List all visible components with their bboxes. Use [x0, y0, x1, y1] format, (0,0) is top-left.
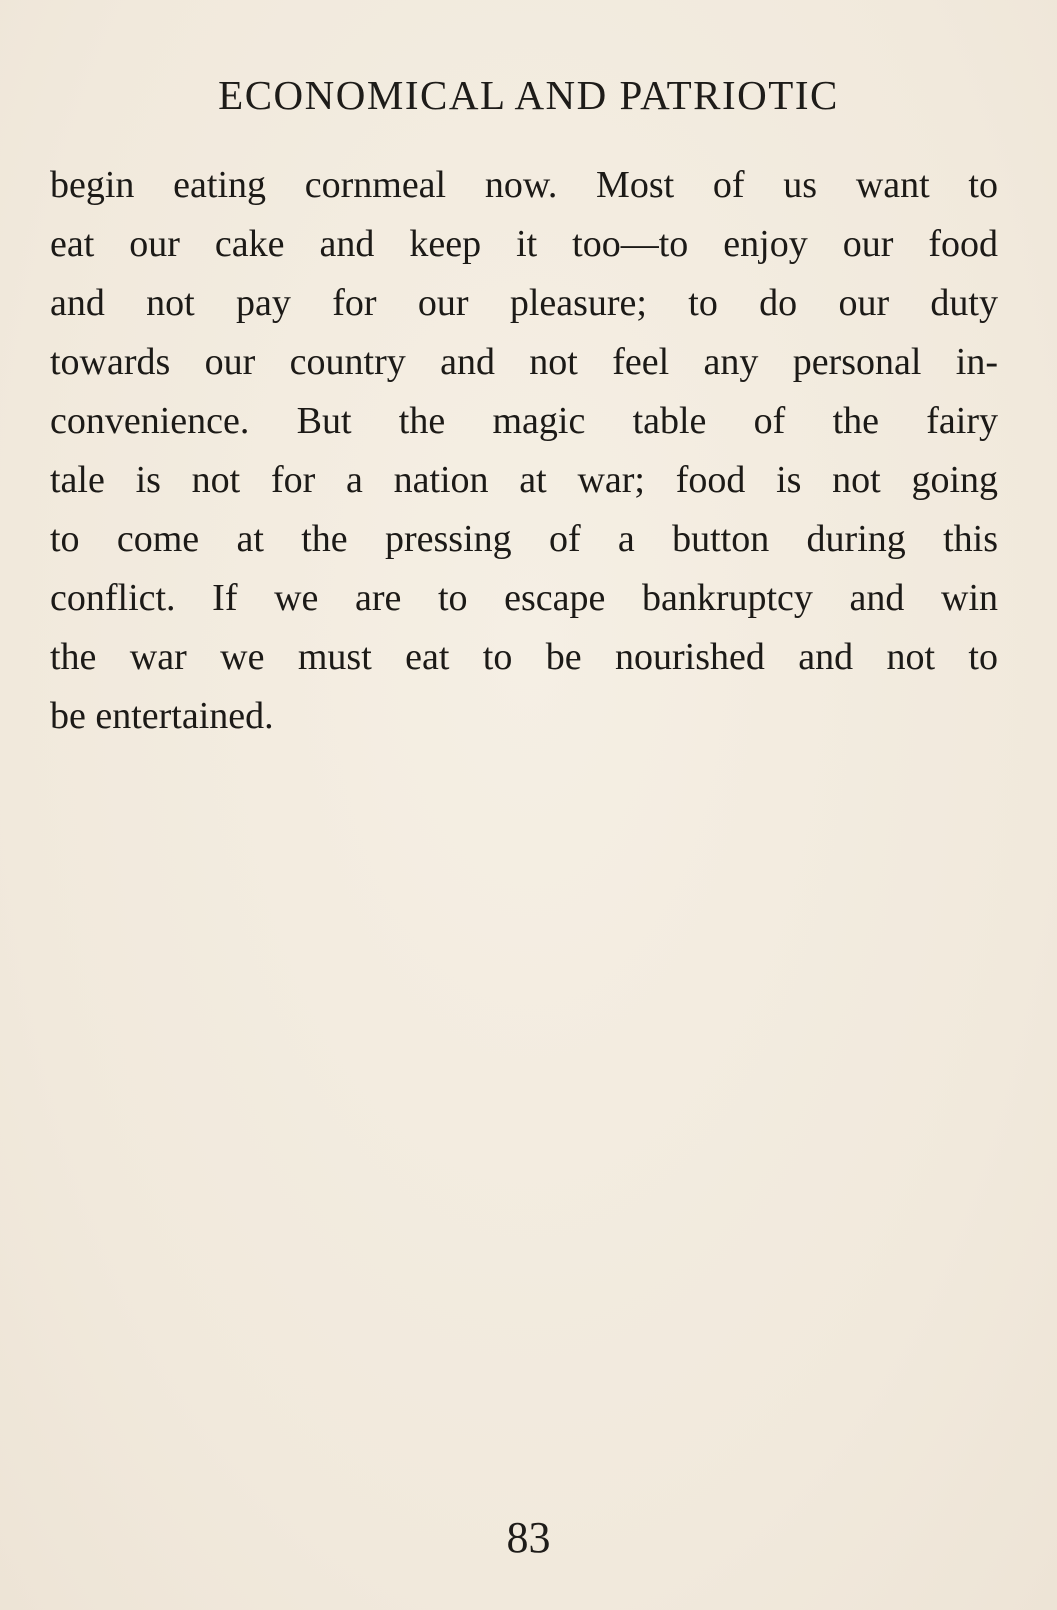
text-line: and not pay for our pleasure; to do our duty — [50, 282, 998, 324]
text-line: towards our country and not feel any personal in- — [50, 341, 998, 383]
text-line: convenience. But the magic table of the fairy — [50, 400, 998, 442]
running-head: ECONOMICAL AND PATRIOTIC — [218, 72, 839, 118]
text-line: the war we must eat to be nourished and not to — [50, 636, 998, 678]
text-line: conflict. If we are to escape bankruptcy and win — [50, 577, 998, 619]
text-line: be entertained. — [50, 695, 274, 737]
body-paragraph — [50, 156, 998, 746]
text-line: to come at the pressing of a button during this — [50, 518, 998, 560]
text-line: eat our cake and keep it too—to enjoy our food — [50, 223, 998, 265]
text-line: tale is not for a nation at war; food is not going — [50, 459, 998, 501]
page-number: 83 — [506, 1513, 551, 1562]
text-line: begin eating cornmeal now. Most of us want to — [50, 164, 998, 206]
